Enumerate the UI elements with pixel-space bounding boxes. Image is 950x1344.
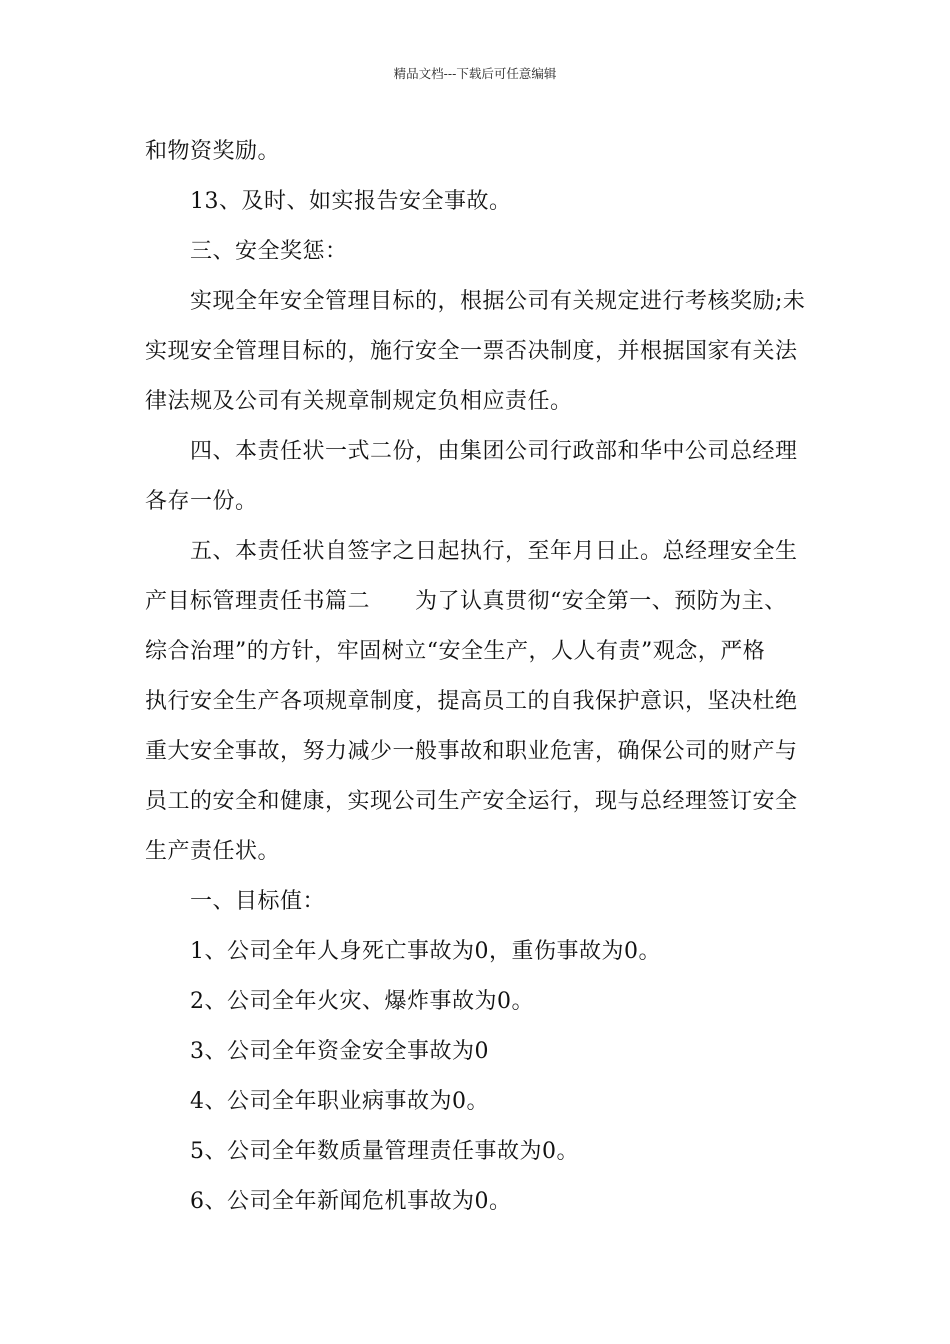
target-item-2 <box>145 977 815 1027</box>
paragraph-item-13 <box>145 177 815 227</box>
text-line: 生产责任状。 <box>145 839 281 864</box>
text-line: 实现安全管理目标的，施行安全一票否决制度，并根据国家有关法 <box>145 339 798 364</box>
paragraph-continuation <box>145 127 815 177</box>
page-header: 精品文档---下载后可任意编辑 <box>393 66 557 81</box>
text-line: 1、公司全年人身死亡事故为0，重伤事故为0。 <box>190 939 661 964</box>
text-line: 五、本责任状自签字之日起执行，至年月日止。总经理安全生 <box>190 539 798 564</box>
text-line: 3、公司全年资金安全事故为0 <box>190 1039 489 1064</box>
target-item-1 <box>145 927 815 977</box>
target-item-6 <box>145 1177 815 1227</box>
section-heading-targets <box>145 877 815 927</box>
document-body <box>145 127 815 1227</box>
text-line: 四、本责任状一式二份，由集团公司行政部和华中公司总经理 <box>190 439 798 464</box>
paragraph-copies <box>145 427 815 527</box>
text-line: 员工的安全和健康，实现公司生产安全运行，现与总经理签订安全 <box>145 789 798 814</box>
paragraph-rewards-penalties <box>145 277 815 427</box>
text-line: 执行安全生产各项规章制度，提高员工的自我保护意识，坚决杜绝 <box>145 689 798 714</box>
text-line: 4、公司全年职业病事故为0。 <box>190 1089 489 1114</box>
text-line: 各存一份。 <box>145 489 258 514</box>
text-line: 综合治理”的方针，牢固树立“安全生产，人人有责”观念，严格 <box>145 639 766 664</box>
section-heading-rewards-penalties <box>145 227 815 277</box>
text-line: 律法规及公司有关规章制规定负相应责任。 <box>145 389 573 414</box>
text-line: 实现全年安全管理目标的，根据公司有关规定进行考核奖励;未 <box>190 289 806 314</box>
paragraph-effective-date <box>145 527 815 877</box>
target-item-3 <box>145 1027 815 1077</box>
text-line: 一、目标值： <box>190 889 326 914</box>
target-item-4 <box>145 1077 815 1127</box>
text-line: 三、安全奖惩： <box>190 239 348 264</box>
text-line: 6、公司全年新闻危机事故为0。 <box>190 1189 512 1214</box>
text-line: 重大安全事故，努力减少一般事故和职业危害，确保公司的财产与 <box>145 739 798 764</box>
target-item-5 <box>145 1127 815 1177</box>
text-line: 13、及时、如实报告安全事故。 <box>190 189 512 214</box>
text-line: 产目标管理责任书篇二 为了认真贯彻“安全第一、预防为主、 <box>145 589 787 614</box>
text-line: 5、公司全年数质量管理责任事故为0。 <box>190 1139 579 1164</box>
text-line: 和物资奖励。 <box>145 139 281 164</box>
text-line: 2、公司全年火灾、爆炸事故为0。 <box>190 989 534 1014</box>
